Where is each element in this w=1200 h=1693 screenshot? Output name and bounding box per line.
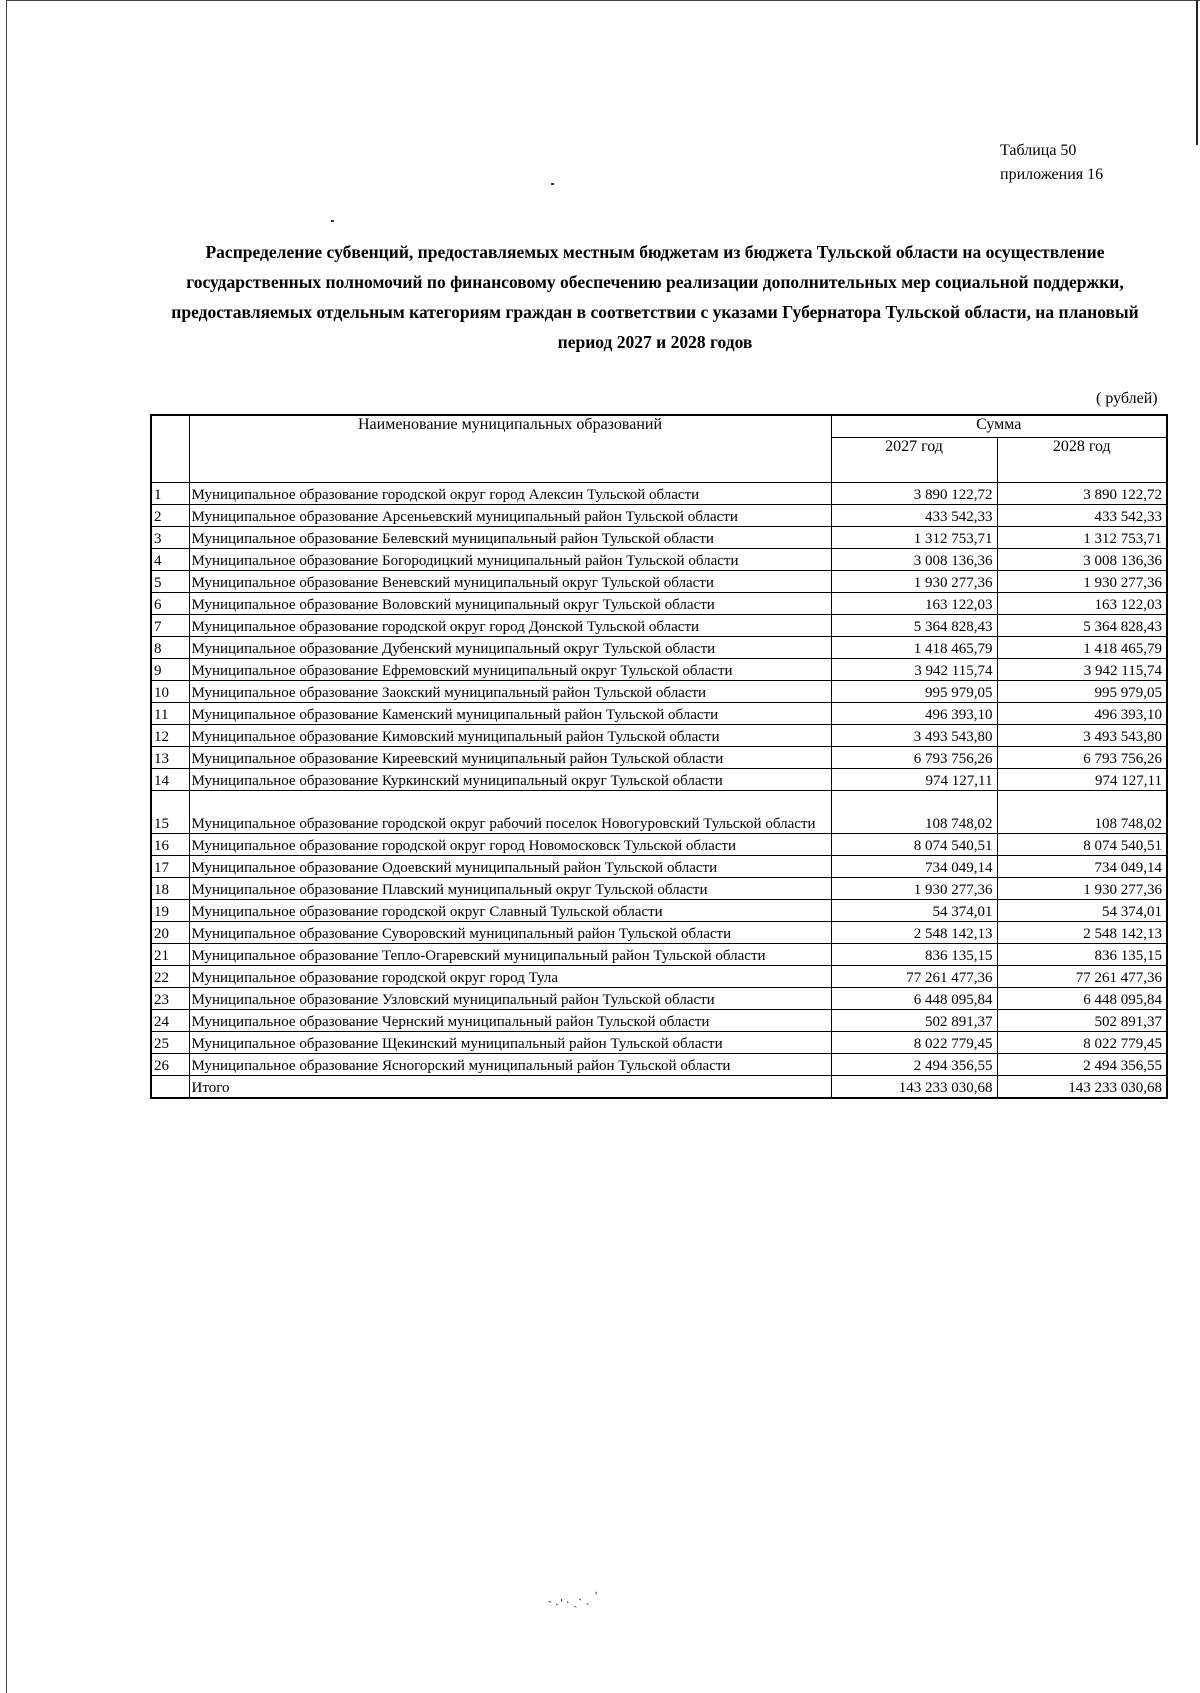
row-2027-cell: 8 074 540,51 (831, 834, 997, 856)
row-2027-cell: 3 008 136,36 (831, 549, 997, 571)
row-2027-cell: 6 793 756,26 (831, 747, 997, 769)
row-index-cell: 19 (151, 900, 189, 922)
page-edge-top (6, 0, 1200, 1)
table-header-row (151, 415, 1167, 438)
row-2027-cell: 995 979,05 (831, 681, 997, 703)
table-number-label: Таблица 50 (1000, 142, 1077, 159)
row-name-cell: Муниципальное образование Каменский муниципальный район Тульской области (189, 703, 831, 725)
row-2027-cell: 163 122,03 (831, 593, 997, 615)
table-row (151, 1054, 1167, 1076)
row-name-cell: Муниципальное образование Узловский муниципальный район Тульской области (189, 988, 831, 1010)
row-index-cell: 3 (151, 527, 189, 549)
row-name-cell: Муниципальное образование городской округ город Алексин Тульской области (189, 483, 831, 505)
row-2028-cell: 3 942 115,74 (997, 659, 1167, 681)
row-2028-cell: 974 127,11 (997, 769, 1167, 791)
row-2028-cell: 433 542,33 (997, 505, 1167, 527)
row-name-cell: Муниципальное образование Ефремовский муниципальный округ Тульской области (189, 659, 831, 681)
row-index-cell: 6 (151, 593, 189, 615)
row-2028-cell: 6 448 095,84 (997, 988, 1167, 1010)
row-2028-cell: 5 364 828,43 (997, 615, 1167, 637)
row-index-cell: 4 (151, 549, 189, 571)
total-2027-cell: 143 233 030,68 (831, 1076, 997, 1099)
row-index-cell: 26 (151, 1054, 189, 1076)
row-2027-cell: 2 548 142,13 (831, 922, 997, 944)
row-name-cell: Муниципальное образование городской округ город Тула (189, 966, 831, 988)
row-2028-cell: 2 494 356,55 (997, 1054, 1167, 1076)
row-2027-cell: 1 930 277,36 (831, 878, 997, 900)
table-row (151, 615, 1167, 637)
table-row (151, 834, 1167, 856)
row-index-cell: 9 (151, 659, 189, 681)
row-2028-cell: 496 393,10 (997, 703, 1167, 725)
row-2028-cell: 502 891,37 (997, 1010, 1167, 1032)
page-edge-left (6, 0, 7, 1693)
table-row (151, 769, 1167, 791)
row-index-cell: 11 (151, 703, 189, 725)
row-name-cell: Муниципальное образование Кимовский муниципальный район Тульской области (189, 725, 831, 747)
row-index-cell: 15 (151, 791, 189, 834)
row-2027-cell: 433 542,33 (831, 505, 997, 527)
table-row (151, 878, 1167, 900)
scan-speck (551, 183, 554, 185)
row-name-cell: Муниципальное образование Ясногорский муниципальный район Тульской области (189, 1054, 831, 1076)
row-2028-cell: 77 261 477,36 (997, 966, 1167, 988)
total-label-cell: Итого (189, 1076, 831, 1099)
row-2028-cell: 3 008 136,36 (997, 549, 1167, 571)
row-2028-cell: 54 374,01 (997, 900, 1167, 922)
row-index-cell: 25 (151, 1032, 189, 1054)
row-2027-cell: 6 448 095,84 (831, 988, 997, 1010)
header-index-cell (151, 415, 189, 483)
row-name-cell: Муниципальное образование Белевский муниципальный район Тульской области (189, 527, 831, 549)
row-index-cell: 8 (151, 637, 189, 659)
table-row (151, 725, 1167, 747)
table-row (151, 703, 1167, 725)
row-index-cell: 7 (151, 615, 189, 637)
row-name-cell: Муниципальное образование городской округ рабочий поселок Новогуровский Тульской области (189, 791, 831, 834)
row-2028-cell: 1 930 277,36 (997, 878, 1167, 900)
row-name-cell: Муниципальное образование Веневский муниципальный округ Тульской области (189, 571, 831, 593)
row-index-cell: 12 (151, 725, 189, 747)
row-2028-cell: 8 022 779,45 (997, 1032, 1167, 1054)
table-row (151, 659, 1167, 681)
table-row (151, 593, 1167, 615)
table-row (151, 900, 1167, 922)
row-2027-cell: 1 312 753,71 (831, 527, 997, 549)
header-year-2028: 2028 год (997, 438, 1167, 483)
row-2028-cell: 1 312 753,71 (997, 527, 1167, 549)
row-name-cell: Муниципальное образование Плавский муниципальный округ Тульской области (189, 878, 831, 900)
table-row (151, 483, 1167, 505)
row-2027-cell: 3 942 115,74 (831, 659, 997, 681)
table-row (151, 505, 1167, 527)
row-index-cell: 16 (151, 834, 189, 856)
row-2027-cell: 108 748,02 (831, 791, 997, 834)
row-2028-cell: 836 135,15 (997, 944, 1167, 966)
row-2028-cell: 2 548 142,13 (997, 922, 1167, 944)
row-index-cell: 5 (151, 571, 189, 593)
row-name-cell: Муниципальное образование Суворовский муниципальный район Тульской области (189, 922, 831, 944)
row-2027-cell: 54 374,01 (831, 900, 997, 922)
row-2027-cell: 502 891,37 (831, 1010, 997, 1032)
row-index-cell: 21 (151, 944, 189, 966)
handwritten-mark: ˋ·ʹ·ˎ·ˏ ʹ (546, 1587, 602, 1614)
row-name-cell: Муниципальное образование Киреевский муниципальный район Тульской области (189, 747, 831, 769)
scan-speck (331, 220, 334, 222)
row-2027-cell: 3 890 122,72 (831, 483, 997, 505)
table-total-row (151, 1076, 1167, 1099)
table-reference (1000, 139, 1103, 187)
page-edge-right (1196, 0, 1198, 145)
row-name-cell: Муниципальное образование городской округ город Донской Тульской области (189, 615, 831, 637)
row-2028-cell: 163 122,03 (997, 593, 1167, 615)
units-label: ( рублей) (1096, 390, 1158, 407)
subvention-table (150, 414, 1168, 1099)
row-name-cell: Муниципальное образование городской округ Славный Тульской области (189, 900, 831, 922)
table-row (151, 922, 1167, 944)
table-row (151, 1010, 1167, 1032)
row-2028-cell: 1 930 277,36 (997, 571, 1167, 593)
table-row (151, 747, 1167, 769)
row-index-cell: 17 (151, 856, 189, 878)
row-name-cell: Муниципальное образование Воловский муниципальный округ Тульской области (189, 593, 831, 615)
row-2027-cell: 5 364 828,43 (831, 615, 997, 637)
row-2027-cell: 1 930 277,36 (831, 571, 997, 593)
table-row (151, 791, 1167, 834)
header-sum-cell: Сумма (831, 415, 1167, 438)
row-name-cell: Муниципальное образование Дубенский муниципальный округ Тульской области (189, 637, 831, 659)
row-name-cell: Муниципальное образование Чернский муниципальный район Тульской области (189, 1010, 831, 1032)
table-row (151, 571, 1167, 593)
table-row (151, 549, 1167, 571)
row-2028-cell: 8 074 540,51 (997, 834, 1167, 856)
row-index-cell: 14 (151, 769, 189, 791)
row-2027-cell: 8 022 779,45 (831, 1032, 997, 1054)
row-index-cell: 13 (151, 747, 189, 769)
row-index-cell: 24 (151, 1010, 189, 1032)
table-row (151, 681, 1167, 703)
row-2028-cell: 108 748,02 (997, 791, 1167, 834)
appendix-label: приложения 16 (1000, 166, 1104, 183)
row-2027-cell: 734 049,14 (831, 856, 997, 878)
row-name-cell: Муниципальное образование Арсеньевский муниципальный район Тульской области (189, 505, 831, 527)
header-year-2027: 2027 год (831, 438, 997, 483)
row-name-cell: Муниципальное образование Куркинский муниципальный округ Тульской области (189, 769, 831, 791)
row-name-cell: Муниципальное образование Богородицкий муниципальный район Тульской области (189, 549, 831, 571)
row-name-cell: Муниципальное образование Тепло-Огаревский муниципальный район Тульской области (189, 944, 831, 966)
row-index-cell: 20 (151, 922, 189, 944)
row-2027-cell: 1 418 465,79 (831, 637, 997, 659)
header-name-cell: Наименование муниципальных образований (189, 415, 831, 483)
row-2028-cell: 995 979,05 (997, 681, 1167, 703)
row-2027-cell: 836 135,15 (831, 944, 997, 966)
table-row (151, 637, 1167, 659)
row-2028-cell: 3 493 543,80 (997, 725, 1167, 747)
row-2028-cell: 1 418 465,79 (997, 637, 1167, 659)
row-2028-cell: 3 890 122,72 (997, 483, 1167, 505)
row-2027-cell: 3 493 543,80 (831, 725, 997, 747)
table-row (151, 856, 1167, 878)
total-2028-cell: 143 233 030,68 (997, 1076, 1167, 1099)
row-2028-cell: 6 793 756,26 (997, 747, 1167, 769)
total-index-cell (151, 1076, 189, 1099)
document-title: Распределение субвенций, предоставляемых местным бюджетам из бюджета Тульской области на осуществление государственных полномочий по финансовому обеспечению реализации дополнительных мер социальной поддержки, предоставляемых отдельным категориям граждан в соответствии с указами Губернатора Тульской области, на плановый период 2027 и 2028 годов (171, 242, 1139, 352)
row-index-cell: 18 (151, 878, 189, 900)
row-2027-cell: 496 393,10 (831, 703, 997, 725)
table-row (151, 966, 1167, 988)
row-name-cell: Муниципальное образование Одоевский муниципальный район Тульской области (189, 856, 831, 878)
row-index-cell: 23 (151, 988, 189, 1010)
row-index-cell: 2 (151, 505, 189, 527)
row-index-cell: 1 (151, 483, 189, 505)
row-name-cell: Муниципальное образование Щекинский муниципальный район Тульской области (189, 1032, 831, 1054)
row-name-cell: Муниципальное образование городской округ город Новомосковск Тульской области (189, 834, 831, 856)
table-row (151, 944, 1167, 966)
row-name-cell: Муниципальное образование Заокский муниципальный район Тульской области (189, 681, 831, 703)
row-index-cell: 10 (151, 681, 189, 703)
row-2028-cell: 734 049,14 (997, 856, 1167, 878)
table-row (151, 527, 1167, 549)
row-2027-cell: 77 261 477,36 (831, 966, 997, 988)
table-row (151, 1032, 1167, 1054)
row-2027-cell: 2 494 356,55 (831, 1054, 997, 1076)
row-2027-cell: 974 127,11 (831, 769, 997, 791)
row-index-cell: 22 (151, 966, 189, 988)
table-row (151, 988, 1167, 1010)
